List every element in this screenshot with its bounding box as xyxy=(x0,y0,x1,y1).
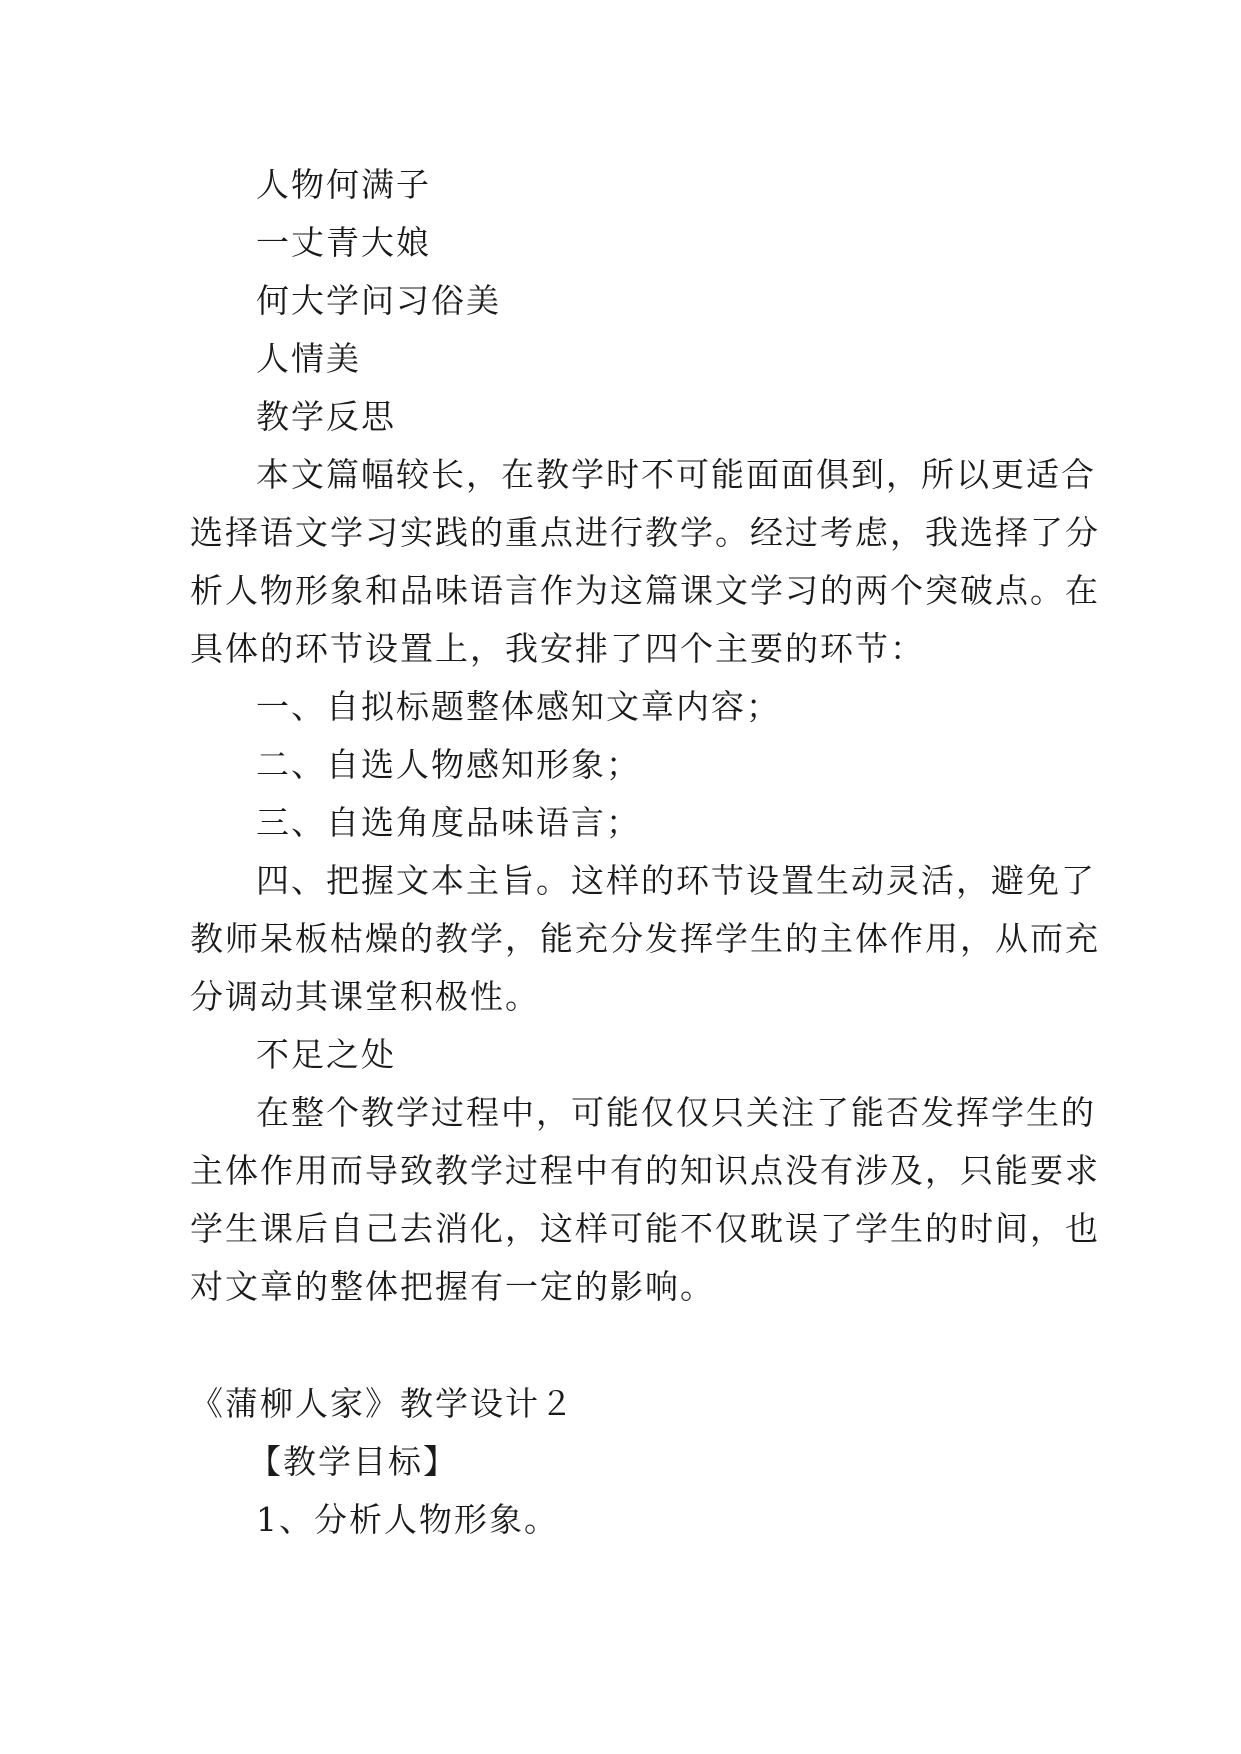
document-title: 《蒲柳人家》教学设计２ xyxy=(190,1384,575,1423)
paragraph-line: 教师呆板枯燥的教学，能充分发挥学生的主体作用，从而充 xyxy=(190,919,1100,958)
paragraph-line: 对文章的整体把握有一定的影响。 xyxy=(190,1267,715,1306)
list-item-step-2: 二、自选人物感知形象； xyxy=(256,745,641,784)
list-item-step-3: 三、自选角度品味语言； xyxy=(256,803,641,842)
list-item-step-1: 一、自拟标题整体感知文章内容； xyxy=(256,687,781,726)
section-heading-shortcomings: 不足之处 xyxy=(256,1035,396,1074)
paragraph-line: 具体的环节设置上，我安排了四个主要的环节： xyxy=(190,629,925,668)
paragraph-line: 选择语文学习实践的重点进行教学。经过考虑，我选择了分 xyxy=(190,513,1100,552)
list-item-step-4: 四、把握文本主旨。这样的环节设置生动灵活，避免了 xyxy=(256,861,1096,900)
section-heading-objectives: 【教学目标】 xyxy=(248,1442,458,1481)
outline-line-human-beauty: 人情美 xyxy=(256,339,361,378)
paragraph-line: 析人物形象和品味语言作为这篇课文学习的两个突破点。在 xyxy=(190,571,1100,610)
outline-line-custom: 何大学问习俗美 xyxy=(256,281,501,320)
paragraph-line: 学生课后自己去消化，这样可能不仅耽误了学生的时间，也 xyxy=(190,1209,1100,1248)
outline-line-character: 人物何满子 xyxy=(256,165,431,204)
outline-line-yizhangqing: 一丈青大娘 xyxy=(256,223,431,262)
objective-item-1: 1、分析人物形象。 xyxy=(256,1500,559,1539)
paragraph-line: 主体作用而导致教学过程中有的知识点没有涉及，只能要求 xyxy=(190,1151,1100,1190)
paragraph-line: 在整个教学过程中，可能仅仅只关注了能否发挥学生的 xyxy=(256,1093,1096,1132)
paragraph-line: 分调动其课堂积极性。 xyxy=(190,977,540,1016)
section-heading-reflection: 教学反思 xyxy=(256,397,396,436)
paragraph-line: 本文篇幅较长，在教学时不可能面面俱到，所以更适合 xyxy=(256,455,1096,494)
